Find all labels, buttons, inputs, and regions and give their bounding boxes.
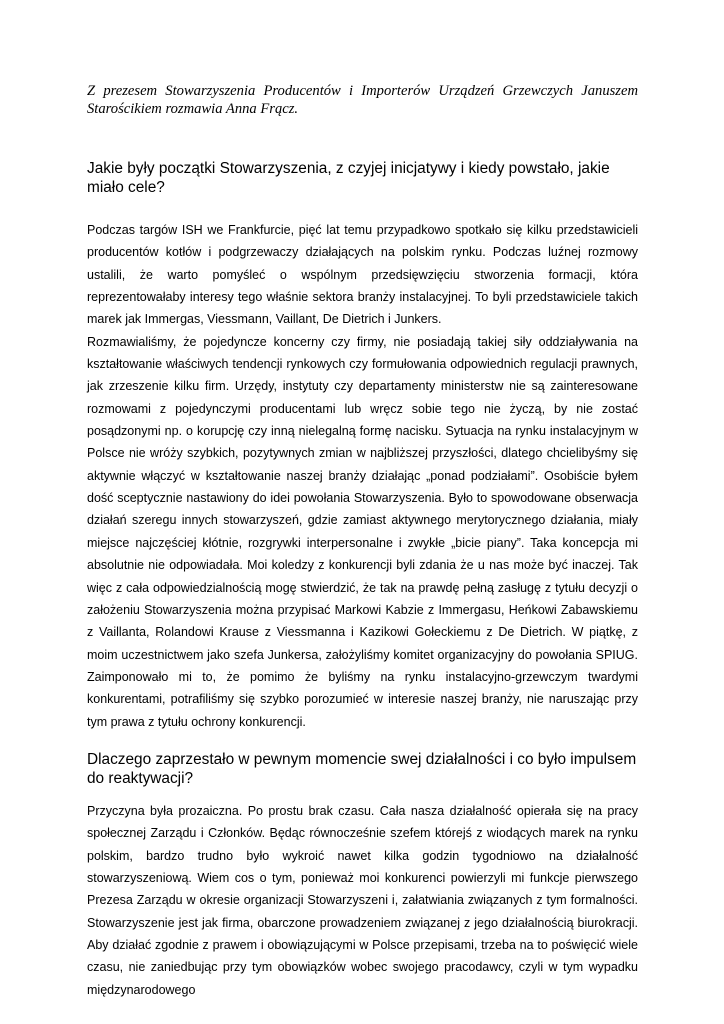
answer-2-paragraph-1: Przyczyna była prozaiczna. Po prostu brak czasu. Cała nasza działalność opierała się na pracy społecznej Zarządu i Członków. Będąc równocześnie szefem którejś z wiodących marek na rynku polskim, bardzo trudno było wykroić nawet kilka godzin tygodniowo na działalność stowarzyszeniową. Wiem cos o tym, ponieważ moi konkurenci powierzyli mi funkcje pierwszego Prezesa Zarządu w okresie organizacji Stowarzyszeni i, załatwiania związanych z tym formalności. Stowarzyszenie jest jak firma, obarczone prowadzeniem związanej z jego działalnością biurokracji. Aby działać zgodnie z prawem i obowiązującymi w Polsce przepisami, trzeba na to poświęcić wiele czasu, nie zaniedbując przy tym obowiązków wobec swojego pracodawcy, czyli w tym wypadku międzynarodowego bbox=[87, 803, 638, 997]
document-page bbox=[87, 82, 638, 1001]
interview-intro: Z prezesem Stowarzyszenia Producentów i Importerów Urządzeń Grzewczych Januszem Starościkiem rozmawia Anna Frącz. bbox=[87, 83, 638, 117]
answer-1-paragraph-1: Podczas targów ISH we Frankfurcie, pięć lat temu przypadkowo spotkało się kilku przedstawicieli producentów kotłów i podgrzewaczy działających na polskim rynku. Podczas luźnej rozmowy ustalili, że warto pomyśleć o wspólnym przedsięwzięciu stworzenia formacji, która reprezentowałaby interesy tego właśnie sektora branży instalacyjnej. To byli przedstawiciele takich marek jak Immergas, Viessmann, Vaillant, De Dietrich i Junkers. bbox=[87, 223, 638, 327]
question-heading-2: Dlaczego zaprzestało w pewnym momencie swej działalności i co było impulsem do reaktywacji? bbox=[87, 750, 637, 787]
question-heading-1: Jakie były początki Stowarzyszenia, z czyjej inicjatywy i kiedy powstało, jakie miało cele? bbox=[87, 160, 610, 196]
answer-1-paragraph-2: Rozmawialiśmy, że pojedyncze koncerny czy firmy, nie posiadają takiej siły oddziaływania na kształtowanie właściwych tendencji rynkowych czy formułowania odpowiednich regulacji prawnych, jak zrzeszenie kilku firm. Urzędy, instytuty czy departamenty ministerstw nie są zainteresowane rozmowami z pojedynczymi producentami lub wręcz sobie tego nie życzą, by nie zostać posądzonymi np. o korupcję czy inną nielegalną formę nacisku. Sytuacja na rynku instalacyjnym w Polsce nie wróży szybkich, pozytywnych zmian w najbliższej przyszłości, dlatego chcielibyśmy się aktywnie włączyć w kształtowanie naszej branży działając „ponad podziałami”. Osobiście byłem dość sceptycznie nastawiony do idei powołania Stowarzyszenia. Było to spowodowane obserwacja działań szeregu innych stowarzyszeń, gdzie zamiast aktywnego merytorycznego działania, miały miejsce najczęściej kłótnie, rozgrywki interpersonalne i zwykłe „bicie piany”. Taka koncepcja mi absolutnie nie odpowiadała. Moi koledzy z konkurencji byli zdania że u nas może być inaczej. Tak więc z cała odpowiedzialnością mogę stwierdzić, że tak na prawdę pełną zasługę z tytułu decyzji o założeniu Stowarzyszenia można przypisać Markowi Kabzie z Immergasu, Heńkowi Zabawskiemu z Vaillanta, Rolandowi Krause z Viessmanna i Kazikowi Gołeckiemu z De Dietrich. W piątkę, z moim uczestnictwem jako szefa Junkersa, założyliśmy komitet organizacyjny do powołania SPIUG. Zaimponowało mi to, że pomimo że byliśmy na rynku instalacyjno-grzewczym twardymi konkurentami, potrafiliśmy się szybko porozumieć w interesie naszej branży, nie naruszając przy tym prawa z tytułu ochrony konkurencji. bbox=[87, 334, 638, 729]
